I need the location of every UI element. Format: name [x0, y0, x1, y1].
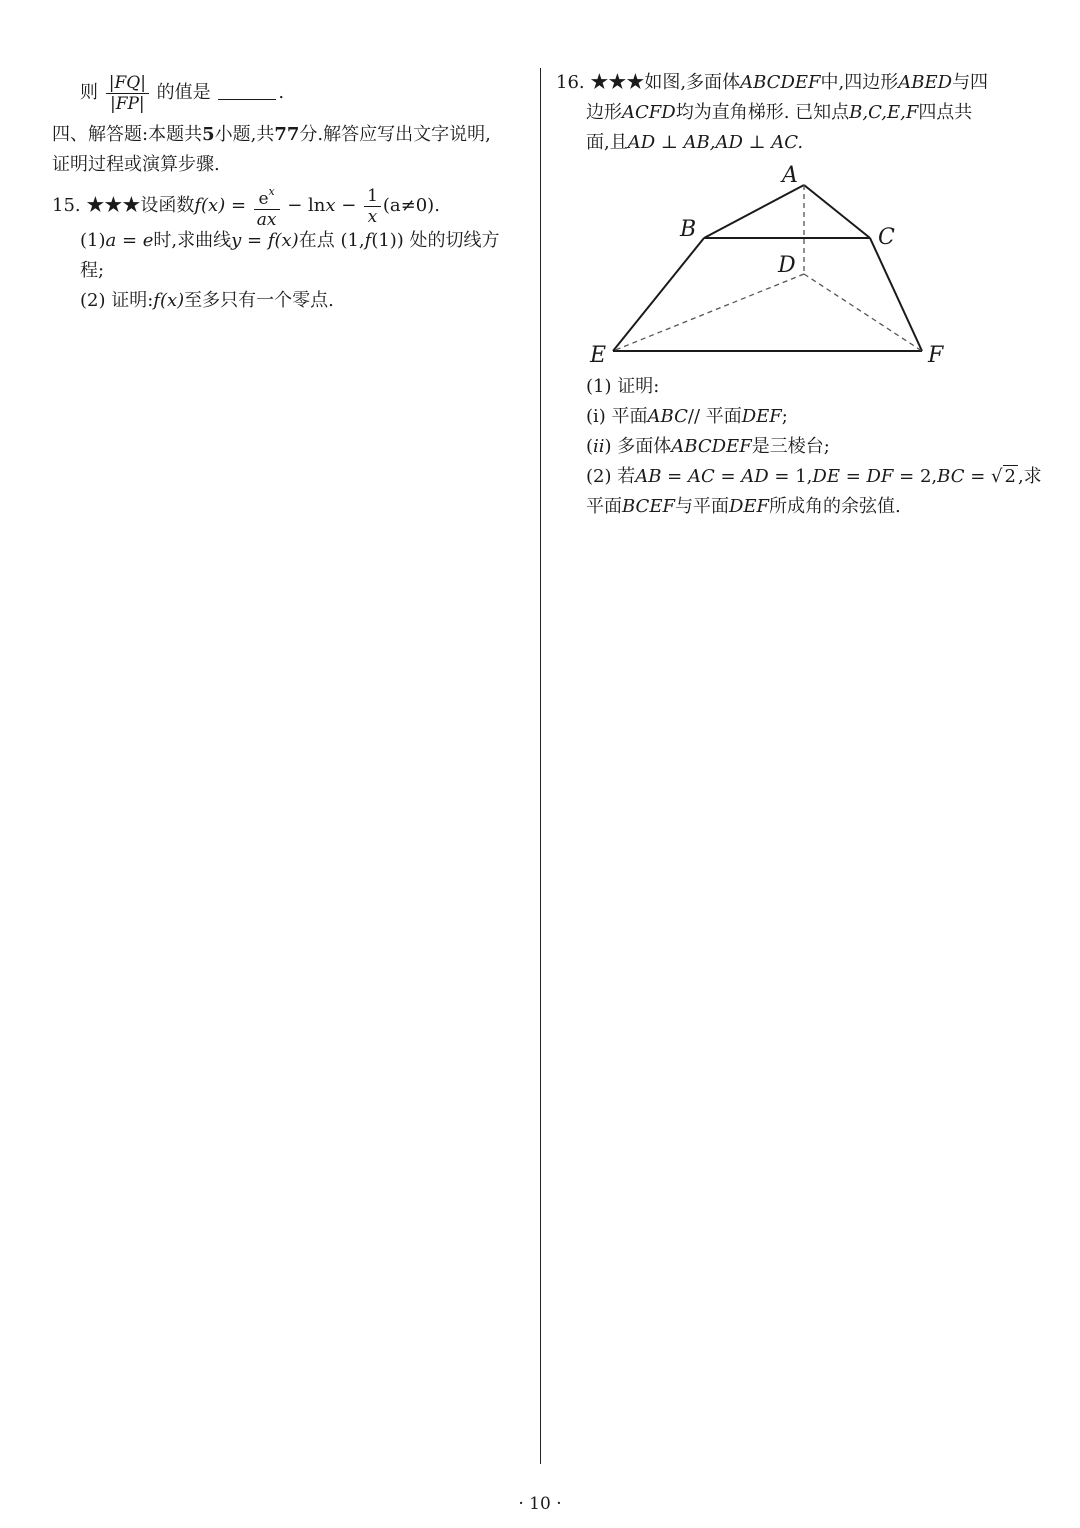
- q16-s2-e: = 2,: [893, 466, 938, 487]
- q14-frac-denominator: |FP|: [109, 93, 145, 114]
- q16-part1-i: [586, 404, 788, 430]
- q14-frac-numerator: |FQ|: [106, 73, 149, 94]
- q16-s2-c: = 1,: [768, 466, 813, 487]
- polyhedron-figure: [586, 160, 966, 370]
- q16-line2: [586, 100, 972, 126]
- q16-s1i-e: ;: [781, 406, 788, 427]
- label-C: C: [878, 225, 895, 250]
- q16-l1-c: 中,四边形: [820, 72, 899, 93]
- q16-s2l2-b: BCEF: [622, 496, 675, 517]
- q16-l2-b: ACFD: [622, 102, 676, 123]
- q15-minus: −: [335, 195, 363, 216]
- q14-prefix: 则: [80, 82, 98, 103]
- q15-ln: − ln: [281, 195, 326, 216]
- q15-stem: [52, 182, 440, 230]
- section-header-text-b: 小题,共: [214, 124, 275, 145]
- label-F: F: [928, 343, 944, 368]
- column-divider: [540, 68, 541, 1464]
- q16-part1-ii: [586, 434, 830, 460]
- q15-ln-x: x: [325, 195, 336, 216]
- q16-l2-c: 均为直角梯形. 已知点: [675, 102, 850, 123]
- q14-suffix: 的值是: [156, 82, 211, 103]
- q16-l1-b: ABCDEF: [740, 72, 821, 93]
- edge-AB: [704, 185, 804, 238]
- q15-number: 15.: [52, 195, 81, 216]
- section-header-text-c: 分.解答应写出文字说明,: [299, 124, 491, 145]
- q15-part1: [80, 228, 500, 254]
- q15-frac2-num: 1: [364, 186, 381, 207]
- q16-s2-h: ,求: [1017, 466, 1042, 487]
- q15-p1-label: (1): [80, 230, 106, 251]
- q15-part2: [80, 288, 334, 314]
- edge-AC: [804, 185, 870, 238]
- label-D: D: [778, 253, 796, 278]
- q14-fraction: [106, 73, 149, 114]
- q16-s1ii-e: 是三棱台;: [751, 436, 830, 457]
- q15-p1-cond: a = e: [105, 230, 154, 251]
- q16-s2l2-a: 平面: [586, 496, 622, 517]
- label-E: E: [590, 343, 607, 368]
- q16-s1ii-d: ABCDEF: [671, 436, 752, 457]
- q16-s1ii-c: ) 多面体: [604, 436, 672, 457]
- difficulty-stars: ★★★: [86, 195, 141, 216]
- section-header-text-a: 四、解答题:本题共: [52, 124, 203, 145]
- q16-s2-d: DE = DF: [812, 466, 894, 487]
- q16-l2-e: 四点共: [918, 102, 973, 123]
- q16-s2l2-e: 所成角的余弦值.: [769, 496, 901, 517]
- q16-s1ii-a: (: [586, 436, 594, 457]
- q16-part2: [586, 464, 1042, 490]
- q16-s1i-b: ABC: [647, 406, 688, 427]
- q16-l2-a: 边形: [586, 102, 622, 123]
- q14-answer-line: [80, 70, 284, 116]
- q15-p2-fx: f(x): [153, 290, 185, 311]
- q15-p2-label: (2) 证明:: [80, 290, 154, 311]
- q15-p1-text: 时,求曲线: [153, 230, 232, 251]
- sqrt-two: √ 2: [991, 466, 1016, 487]
- q16-l2-d: B,C,E,F: [849, 102, 919, 123]
- q15-frac1-den: ax: [256, 210, 277, 230]
- q16-s2-f: BC: [937, 466, 965, 487]
- answer-blank[interactable]: [218, 81, 276, 100]
- q16-s2-a: (2) 若: [586, 466, 636, 487]
- q15-p1-f: f: [364, 230, 372, 251]
- q16-s1i-c: // 平面: [687, 406, 742, 427]
- q15-text-a: 设函数: [140, 195, 195, 216]
- q16-part1: (1) 证明:: [586, 376, 660, 397]
- page-number: · 10 ·: [518, 1494, 562, 1514]
- q16-l3-b: AD ⊥ AB,AD ⊥ AC.: [627, 132, 804, 153]
- q16-s2-g: =: [964, 466, 992, 487]
- q15-eq: =: [225, 195, 252, 216]
- label-A: A: [782, 163, 798, 188]
- q16-part2-line2: [586, 494, 901, 520]
- q16-line3: [586, 130, 803, 156]
- q16-s1ii-b: ii: [593, 436, 605, 457]
- total-score: 77: [274, 124, 300, 145]
- q16-s1i-d: DEF: [741, 406, 782, 427]
- q14-end: .: [278, 82, 285, 103]
- q15-p1-curve: y = f(x): [231, 230, 299, 251]
- q15-frac1-sup: x: [268, 185, 275, 198]
- q15-frac-exp: [254, 182, 280, 230]
- q16-s2l2-c: 与平面: [674, 496, 729, 517]
- q15-condition: (a≠0).: [382, 195, 440, 216]
- sqrt-radicand: 2: [1004, 466, 1016, 487]
- q16-s2l2-d: DEF: [728, 496, 770, 517]
- q16-l3-a: 面,且: [586, 132, 628, 153]
- q15-frac2-den: x: [367, 206, 378, 227]
- difficulty-stars: ★★★: [590, 72, 645, 93]
- q16-l1-d: ABED: [898, 72, 953, 93]
- q16-line1: [556, 70, 988, 96]
- q15-p1-point: 在点 (1,: [298, 230, 365, 251]
- q15-p1-tail: (1)) 处的切线方: [371, 230, 500, 251]
- section-header-line2: 证明过程或演算步骤.: [52, 154, 220, 175]
- q15-frac-recip: [364, 186, 381, 227]
- section-header-line1: [52, 122, 491, 148]
- q16-s2-b: AB = AC = AD: [635, 466, 769, 487]
- q16-number: 16.: [556, 72, 585, 93]
- edge-BE: [613, 238, 704, 351]
- question-count: 5: [202, 124, 215, 145]
- q15-part1-line2: 程;: [80, 260, 105, 281]
- q15-fx: f(x): [194, 195, 226, 216]
- edge-DE-hidden: [613, 274, 804, 351]
- q15-frac1-num: e: [258, 189, 269, 209]
- label-B: B: [680, 217, 697, 242]
- q15-p2-text: 至多只有一个零点.: [184, 290, 334, 311]
- q16-l1-e: 与四: [952, 72, 989, 93]
- q16-s1i-a: (i) 平面: [586, 406, 648, 427]
- q16-l1-a: 如图,多面体: [644, 72, 741, 93]
